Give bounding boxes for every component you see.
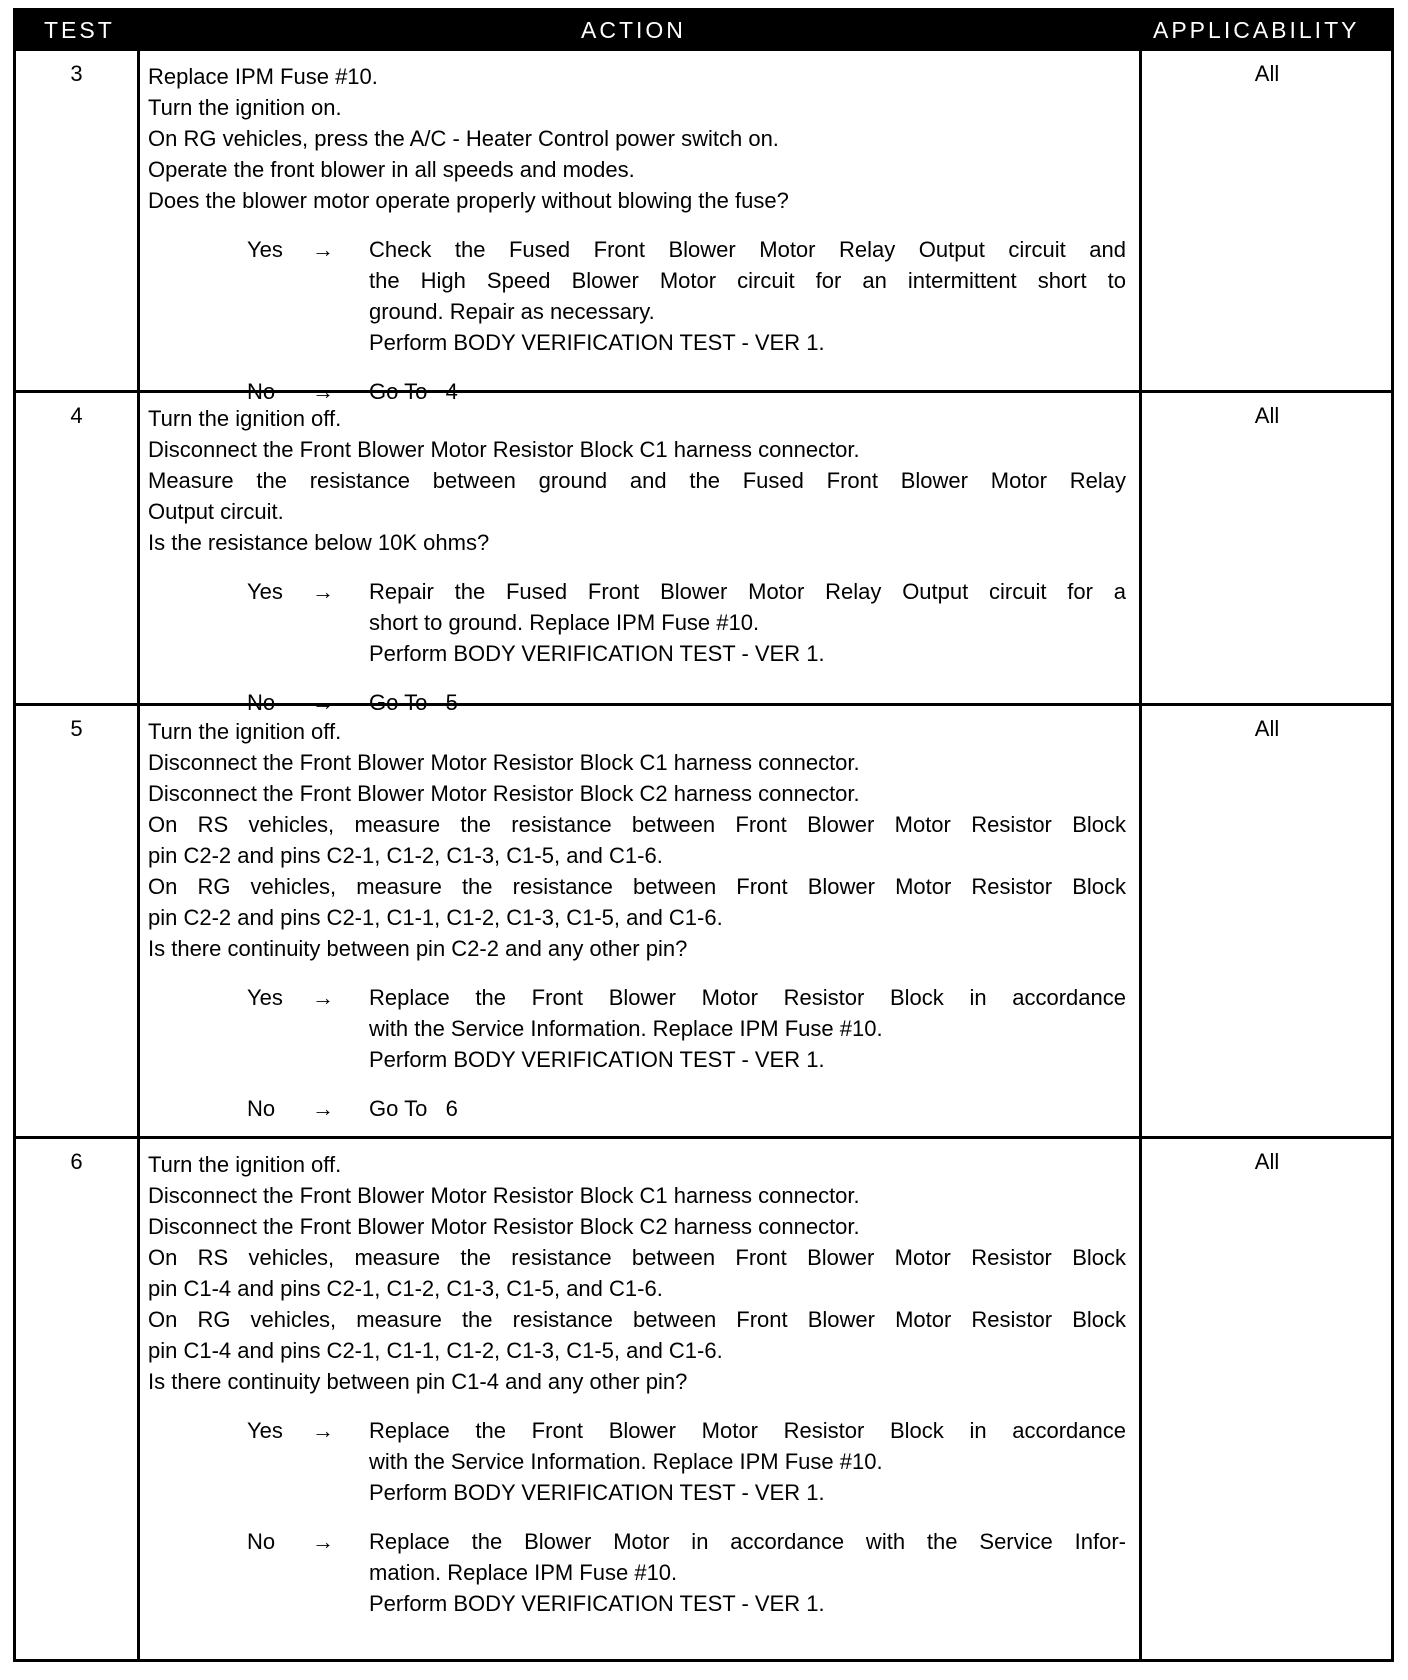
- yes-answer: [148, 234, 1126, 358]
- go-to-link[interactable]: Go To 4: [369, 379, 458, 404]
- arrow-right-icon: →: [312, 1096, 334, 1121]
- step: Disconnect the Front Blower Motor Resistor Block C1 harness connector.: [148, 1183, 860, 1208]
- yes-label: Yes: [247, 579, 283, 604]
- action-cell: [148, 61, 1126, 407]
- step: pin C2-2 and pins C2-1, C1-1, C1-2, C1-3, C1-5, and C1-6.: [148, 905, 723, 930]
- step: Disconnect the Front Blower Motor Resistor Block C2 harness connector.: [148, 1214, 860, 1239]
- test-steps: [148, 1149, 1126, 1397]
- step: Is there continuity between pin C2-2 and any other pin?: [148, 936, 688, 961]
- test-number: 3: [70, 61, 83, 86]
- answer-line: Replace the Front Blower Motor Resistor Block in accordance: [369, 985, 1126, 1010]
- yes-label: Yes: [247, 985, 283, 1010]
- yes-label: Yes: [247, 237, 283, 262]
- no-label: No: [247, 690, 276, 715]
- applicability-value: All: [1254, 403, 1280, 428]
- answer-line: Replace the Front Blower Motor Resistor Block in accordance: [369, 1418, 1126, 1443]
- yes-answer: [148, 982, 1126, 1075]
- arrow-right-icon: →: [312, 1529, 334, 1554]
- step: Disconnect the Front Blower Motor Resistor Block C2 harness connector.: [148, 781, 860, 806]
- yes-label: Yes: [247, 1418, 283, 1443]
- arrow-right-icon: →: [312, 1418, 334, 1443]
- no-label: No: [247, 379, 276, 404]
- answer-line: Perform BODY VERIFICATION TEST - VER 1.: [369, 1047, 825, 1072]
- step: On RS vehicles, measure the resistance between Front Blower Motor Resistor Block: [148, 1245, 1126, 1270]
- answer-line: mation. Replace IPM Fuse #10.: [369, 1560, 678, 1585]
- no-answer: [148, 1526, 1126, 1619]
- column-divider: [1139, 11, 1142, 1659]
- answer-line: Perform BODY VERIFICATION TEST - VER 1.: [369, 1591, 825, 1616]
- applicability-value: All: [1254, 716, 1280, 741]
- column-divider: [137, 11, 140, 1659]
- step: Turn the ignition off.: [148, 406, 342, 431]
- no-label: No: [247, 1096, 276, 1121]
- header-action: ACTION: [581, 17, 686, 43]
- step: Is the resistance below 10K ohms?: [148, 530, 490, 555]
- step: Turn the ignition off.: [148, 1152, 342, 1177]
- arrow-right-icon: →: [312, 985, 334, 1010]
- step: pin C1-4 and pins C2-1, C1-2, C1-3, C1-5, and C1-6.: [148, 1276, 663, 1301]
- test-steps: [148, 716, 1126, 964]
- arrow-right-icon: →: [312, 579, 334, 604]
- action-cell: [148, 1149, 1126, 1619]
- step: Is there continuity between pin C1-4 and any other pin?: [148, 1369, 688, 1394]
- go-to-link[interactable]: Go To 5: [369, 690, 458, 715]
- step: Disconnect the Front Blower Motor Resistor Block C1 harness connector.: [148, 750, 860, 775]
- test-row-5: [16, 703, 1391, 1139]
- arrow-right-icon: →: [312, 379, 334, 404]
- arrow-right-icon: →: [312, 237, 334, 262]
- table-header: [16, 11, 1391, 48]
- no-answer: [148, 1093, 1126, 1124]
- step: Operate the front blower in all speeds and modes.: [148, 157, 635, 182]
- answer-line: Replace the Blower Motor in accordance with the Service Infor-: [369, 1529, 1126, 1554]
- answer-line: the High Speed Blower Motor circuit for an intermittent short to: [369, 268, 1126, 293]
- step: Replace IPM Fuse #10.: [148, 64, 378, 89]
- test-steps: [148, 403, 1126, 558]
- step: On RG vehicles, measure the resistance between Front Blower Motor Resistor Block: [148, 874, 1126, 899]
- diagnostic-test-table: [13, 8, 1394, 1662]
- header-test: TEST: [44, 17, 115, 43]
- action-cell: [148, 716, 1126, 1124]
- applicability-value: All: [1254, 61, 1280, 86]
- answer-line: Perform BODY VERIFICATION TEST - VER 1.: [369, 330, 825, 355]
- step: pin C1-4 and pins C2-1, C1-1, C1-2, C1-3, C1-5, and C1-6.: [148, 1338, 723, 1363]
- step: Measure the resistance between ground and the Fused Front Blower Motor Relay: [148, 468, 1126, 493]
- step: Turn the ignition on.: [148, 95, 342, 120]
- test-number: 6: [70, 1149, 83, 1174]
- step: On RG vehicles, measure the resistance between Front Blower Motor Resistor Block: [148, 1307, 1126, 1332]
- go-to-link[interactable]: Go To 6: [369, 1096, 458, 1121]
- step: On RG vehicles, press the A/C - Heater Control power switch on.: [148, 126, 779, 151]
- answer-line: Perform BODY VERIFICATION TEST - VER 1.: [369, 641, 825, 666]
- no-label: No: [247, 1529, 276, 1554]
- step: Disconnect the Front Blower Motor Resistor Block C1 harness connector.: [148, 437, 860, 462]
- action-cell: [148, 403, 1126, 718]
- answer-line: Check the Fused Front Blower Motor Relay Output circuit and: [369, 237, 1126, 262]
- test-row-6: [16, 1136, 1391, 1662]
- step: pin C2-2 and pins C2-1, C1-2, C1-3, C1-5, and C1-6.: [148, 843, 663, 868]
- answer-line: Repair the Fused Front Blower Motor Relay Output circuit for a: [369, 579, 1126, 604]
- test-number: 5: [70, 716, 83, 741]
- header-applicability: APPLICABILITY: [1153, 17, 1360, 43]
- step: Does the blower motor operate properly without blowing the fuse?: [148, 188, 789, 213]
- answer-line: short to ground. Replace IPM Fuse #10.: [369, 610, 760, 635]
- test-row-3: [16, 48, 1391, 404]
- test-steps: [148, 61, 1126, 216]
- test-number: 4: [70, 403, 83, 428]
- test-row-4: [16, 390, 1391, 715]
- answer-line: Perform BODY VERIFICATION TEST - VER 1.: [369, 1480, 825, 1505]
- step: Turn the ignition off.: [148, 719, 342, 744]
- answer-line: with the Service Information. Replace IPM Fuse #10.: [369, 1449, 883, 1474]
- arrow-right-icon: →: [312, 690, 334, 715]
- answer-line: with the Service Information. Replace IPM Fuse #10.: [369, 1016, 883, 1041]
- yes-answer: [148, 1415, 1126, 1508]
- step: On RS vehicles, measure the resistance between Front Blower Motor Resistor Block: [148, 812, 1126, 837]
- applicability-value: All: [1254, 1149, 1280, 1174]
- yes-answer: [148, 576, 1126, 669]
- step: Output circuit.: [148, 499, 284, 524]
- answer-line: ground. Repair as necessary.: [369, 299, 655, 324]
